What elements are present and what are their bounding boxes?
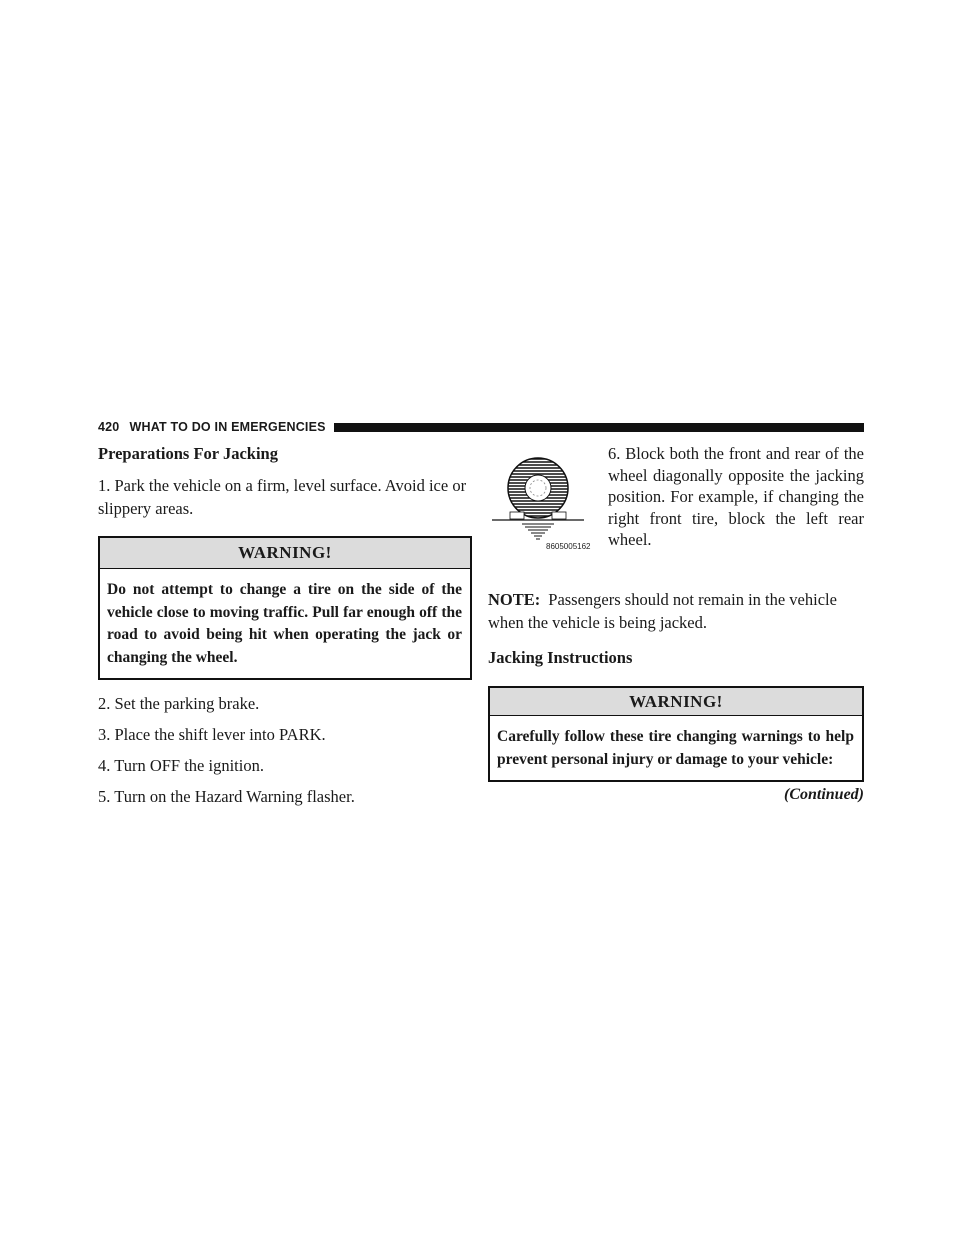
page-header xyxy=(98,418,864,436)
step-2: 2. Set the parking brake. xyxy=(98,694,260,713)
right-column xyxy=(488,440,864,804)
warning-text: Do not attempt to change a tire on the side of the vehicle close to moving traffic. Pull far enough off the road to avoid being hit when operating the jack or changing the wheel. xyxy=(107,581,462,666)
figure-code: 8605005162 xyxy=(546,542,591,551)
left-column xyxy=(98,440,472,808)
heading-preparations: Preparations For Jacking xyxy=(98,444,278,463)
note-text: Passengers should not remain in the vehicle when the vehicle is being jacked. xyxy=(488,590,837,632)
warning-text: Carefully follow these tire changing warnings to help prevent personal injury or damage to your vehicle: xyxy=(497,728,854,768)
page-number: 420 xyxy=(98,420,120,434)
header-rule xyxy=(334,423,864,432)
warning-title: WARNING! xyxy=(100,538,470,569)
step-6: 6. Block both the front and rear of the wheel diagonally opposite the jacking position. For example, if changing the right front tire, block the left rear wheel. xyxy=(608,444,864,549)
warning-box-tire-changing xyxy=(488,686,864,782)
wheel-chock-icon xyxy=(488,440,600,558)
section-title: WHAT TO DO IN EMERGENCIES xyxy=(129,420,326,434)
continued-label: (Continued) xyxy=(783,786,864,803)
warning-box-traffic xyxy=(98,536,472,680)
step-5: 5. Turn on the Hazard Warning flasher. xyxy=(98,787,355,806)
wheel-block-row xyxy=(488,440,864,558)
heading-jacking-instructions: Jacking Instructions xyxy=(488,648,633,667)
note-paragraph xyxy=(488,588,864,634)
warning-title: WARNING! xyxy=(490,688,862,716)
step-4: 4. Turn OFF the ignition. xyxy=(98,756,264,775)
note-label: NOTE: xyxy=(488,590,541,609)
wheel-chock-illustration xyxy=(488,440,600,558)
step-1: 1. Park the vehicle on a firm, level surface. Avoid ice or slippery areas. xyxy=(98,476,467,518)
step-3: 3. Place the shift lever into PARK. xyxy=(98,725,326,744)
